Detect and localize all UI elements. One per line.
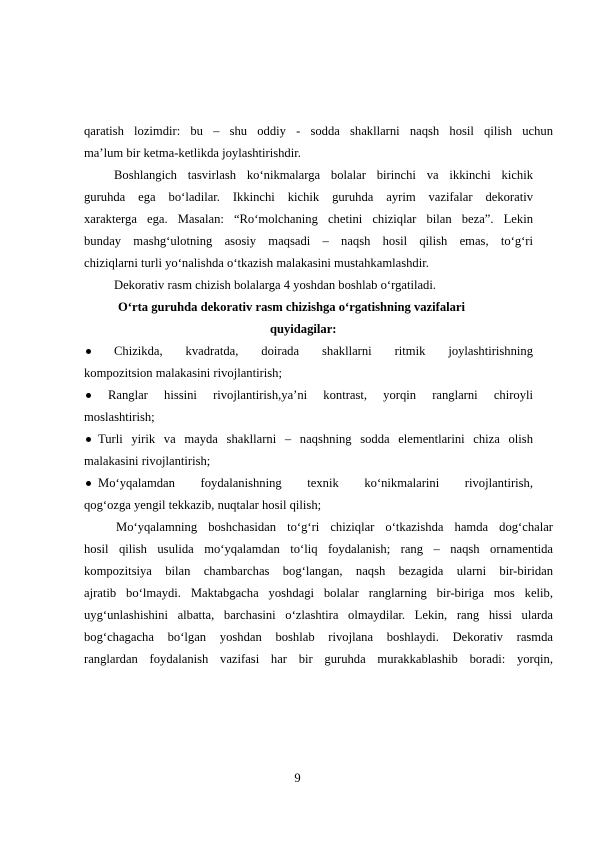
paragraph-line: uyg‘unlashishini albatta, barchasini o‘zlashtira olmaydilar. Lekin, rang hissi ularda (84, 608, 553, 622)
list-item: qog‘ozga yengil tekkazib, nuqtalar hosil qilish; (84, 498, 322, 512)
bullet-icon (86, 481, 91, 486)
list-item: Ranglar hissini rivojlantirish,ya’ni kontrast, yorqin ranglarni chiroyli (108, 388, 533, 402)
page-number: 9 (294, 771, 301, 785)
list-item: malakasini rivojlantirish; (84, 454, 211, 468)
paragraph-line: bunday mashg‘ulotning asosiy maqsadi – naqsh hosil qilish emas, to‘g‘ri (84, 234, 533, 248)
list-item: kompozitsion malakasini rivojlantirish; (84, 366, 282, 380)
bullet-icon (86, 349, 91, 354)
section-heading: quyidagilar: (270, 322, 337, 336)
paragraph-line: qaratish lozimdir: bu – shu oddiy - sodda shakllarni naqsh hosil qilish uchun (84, 124, 553, 138)
paragraph-line: ranglardan foydalanish vazifasi har bir guruhda murakkablashib boradi: yorqin, (84, 652, 553, 666)
section-heading: O‘rta guruhda dekorativ rasm chizishga o‘rgatishning vazifalari (118, 300, 466, 314)
paragraph-line: guruhda ega bo‘ladilar. Ikkinchi kichik guruhda ayrim vazifalar dekorativ (84, 190, 533, 204)
bullet-icon (86, 393, 91, 398)
list-item: Mo‘yqalamdan foydalanishning texnik ko‘nikmalarini rivojlantirish, (98, 476, 533, 490)
paragraph-line: hosil qilish usulida mo‘yqalamdan to‘liq foydalanish; rang – naqsh ornamentida (84, 542, 553, 556)
list-item: Chizikda, kvadratda, doirada shakllarni ritmik joylashtirishning (114, 344, 533, 358)
bullet-icon (86, 437, 91, 442)
list-item: Turli yirik va mayda shakllarni – naqshning sodda elementlarini chiza olish (98, 432, 533, 446)
paragraph-line: Dekorativ rasm chizish bolalarga 4 yoshdan boshlab o‘rgatiladi. (114, 278, 436, 292)
paragraph-line: ajratib bo‘lmaydi. Maktabgacha yoshdagi bolalar ranglarning bir-biriga mos kelib, (84, 586, 553, 600)
paragraph-line: chiziqlarni turli yo‘nalishda o‘tkazish malakasini mustahkamlashdir. (84, 256, 429, 270)
list-item: moslashtirish; (84, 410, 155, 424)
paragraph-line: Boshlangich tasvirlash ko‘nikmalarga bolalar birinchi va ikkinchi kichik (114, 168, 533, 182)
paragraph-line: bog‘chagacha bo‘lgan yoshdan boshlab rivojlana boshlaydi. Dekorativ rasmda (84, 630, 553, 644)
paragraph-line: ma’lum bir ketma-ketlikda joylashtirishdir. (84, 146, 301, 160)
paragraph-line: kompozitsiya bilan chambarchas bog‘langan, naqsh bezagida ularni bir-biridan (84, 564, 553, 578)
paragraph-line: xarakterga ega. Masalan: “Ro‘molchaning chetini chiziqlar bilan beza”. Lekin (84, 212, 533, 226)
paragraph-line: Mo‘yqalamning boshchasidan to‘g‘ri chiziqlar o‘tkazishda hamda dog‘chalar (116, 520, 553, 534)
